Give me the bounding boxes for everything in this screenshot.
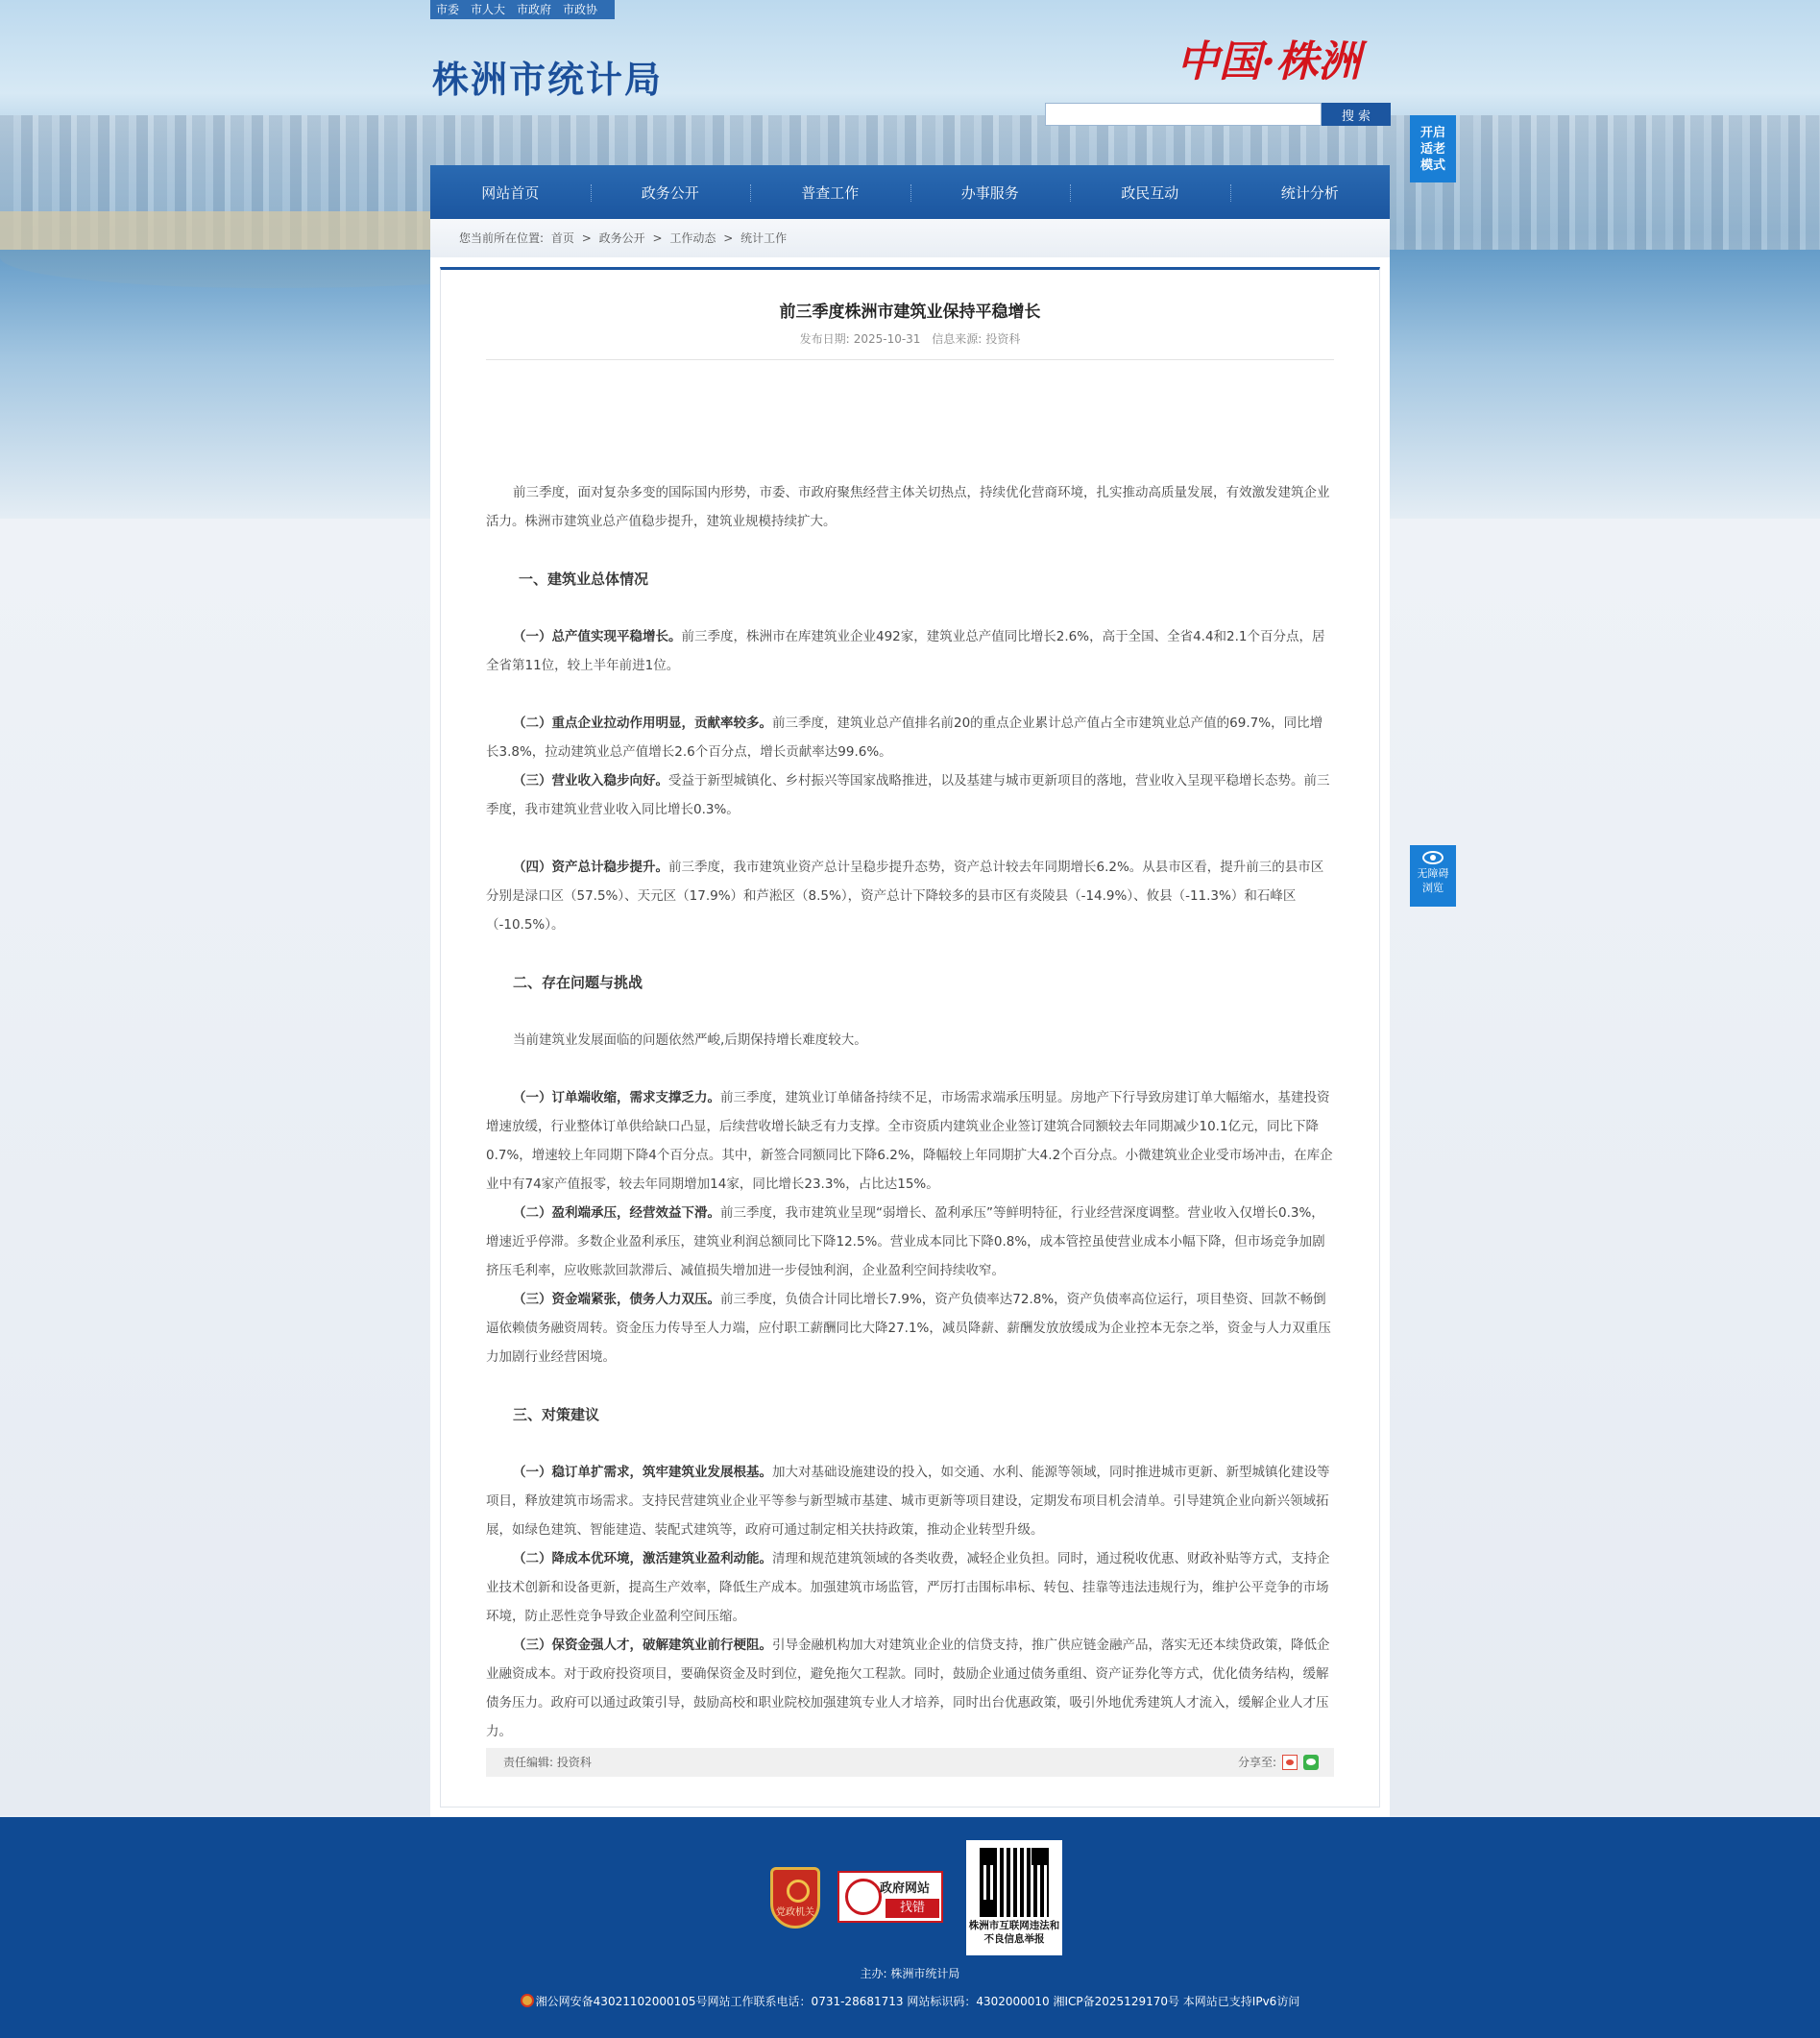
breadcrumb-separator: >	[581, 231, 592, 245]
elder-mode-label: 开启适老模式	[1420, 126, 1445, 173]
nav-item-interaction[interactable]: 政民互动	[1070, 182, 1230, 203]
paragraph	[486, 1199, 1334, 1285]
paragraph-text: 前三季度，我市建筑业资产总计呈稳步提升态势，资产总计较去年同期增长6.2%。从县市区看，提升前三的县市区分别是渌口区（57.5%）、天元区（17.9%）和芦淞区（8.5%），资产总计下降较多的县市区有炎陵县（-14.9%）、攸县（-11.3%）和石峰区（-10.5%）。	[486, 860, 1324, 933]
share-group	[1238, 1748, 1319, 1777]
city-slogan-logo: 中国·株洲	[1177, 37, 1361, 86]
share-label: 分享至:	[1237, 1756, 1276, 1769]
paragraph-text: 前三季度，负债合计同比增长7.9%，资产负债率达72.8%，资产负债率高位运行，项目垫资、回款不畅倒逼依赖债务融资周转。资金压力传导至人力端，应付职工薪酬同比大降27.1%，减员降薪、薪酬发放放缓成为企业控本无奈之举，资金与人力双重压力加剧行业经营困境。	[486, 1292, 1331, 1365]
footer	[0, 1817, 1820, 2038]
breadcrumb	[430, 219, 1390, 257]
editor-name: 投资科	[556, 1756, 592, 1769]
paragraph: 当前建筑业发展面临的问题依然严峻,后期保持增长难度较大。	[513, 1032, 867, 1048]
paragraph	[486, 709, 1334, 766]
paragraph-text: 加大对基础设施建设的投入，如交通、水利、能源等领域，同时推进城市更新、新型城镇化建设等项目，释放建筑市场需求。支持民营建筑业企业平等参与新型城市基建、城市更新等项目建设，定期发布项目机会清单。引导建筑企业向新兴领域拓展，如绿色建筑、智能建造、装配式建筑等，政府可通过制定相关扶持政策，推动企业转型升级。	[486, 1465, 1330, 1538]
paragraph-text: 前三季度，株洲市在库建筑业企业492家，建筑业总产值同比增长2.6%，高于全国、全省4.4和2.1个百分点，居全省第11位，较上半年前进1位。	[486, 629, 1325, 673]
nav-item-census[interactable]: 普查工作	[750, 182, 910, 203]
editor-label: 责任编辑:	[503, 1756, 554, 1769]
breadcrumb-item-work-news[interactable]: 工作动态	[669, 231, 716, 245]
paragraph-text: 清理和规范建筑领域的各类收费，减轻企业负担。同时，通过税收优惠、财政补贴等方式，支持企业技术创新和设备更新，提高生产效率，降低生产成本。加强建筑市场监管，严厉打击围标串标、转包、挂靠等违法违规行为，维护公平竞争的市场环境，防止恶性竞争导致企业盈利空间压缩。	[486, 1551, 1330, 1624]
search-button[interactable]: 搜 索	[1322, 103, 1391, 126]
host-label: 主办:	[860, 1967, 887, 1980]
top-link-cppcc[interactable]: 市政协	[563, 3, 598, 16]
intro-paragraph: 前三季度，面对复杂多变的国际国内形势，市委、市政府聚焦经营主体关切热点，持续优化营商环境，扎实推动高质量发展，有效激发建筑企业活力。株洲市建筑业总产值稳步提升，建筑业规模持续扩大。	[486, 485, 1330, 529]
article-panel	[430, 257, 1390, 1817]
accessibility-label: 无障碍浏览	[1417, 867, 1449, 894]
paragraph-lead: （三）保资金强人才，破解建筑业前行梗阻。	[513, 1638, 772, 1653]
section-heading: 二、存在问题与挑战	[513, 974, 643, 991]
source-label: 信息来源:	[932, 332, 983, 346]
main-nav	[430, 165, 1390, 219]
publish-date-label: 发布日期:	[799, 332, 850, 346]
paragraph	[486, 853, 1334, 939]
eye-icon	[1422, 851, 1444, 864]
paragraph-text: 引导金融机构加大对建筑业企业的信贷支持，推广供应链金融产品，落实无还本续贷政策，降低企业融资成本。对于政府投资项目，要确保资金及时到位，避免拖欠工程款。同时，鼓励企业通过债务重组、资产证券化等方式，优化债务结构，缓解债务压力。政府可以通过政策引导，鼓励高校和职业院校加强建筑专业人才培养，同时出台优惠政策，吸引外地优秀建筑人才流入，缓解企业人才压力。	[486, 1638, 1330, 1739]
gov-find-action: 找错	[886, 1899, 939, 1918]
article-meta	[430, 330, 1390, 347]
breadcrumb-separator: >	[652, 231, 663, 245]
paragraph	[486, 1631, 1334, 1746]
paragraph	[486, 1083, 1334, 1199]
paragraph-text: 前三季度，建筑业总产值排名前20的重点企业累计总产值占全市建筑业总产值的69.7%，同比增长3.8%，拉动建筑业总产值增长2.6个百分点，增长贡献率达99.6%。	[486, 716, 1323, 760]
nav-item-services[interactable]: 办事服务	[910, 182, 1071, 203]
paragraph-lead: （二）降成本优环境，激活建筑业盈利动能。	[513, 1551, 772, 1566]
publish-date: 2025-10-31	[853, 332, 921, 346]
host-name: 株洲市统计局	[890, 1967, 960, 1980]
source: 投资科	[985, 332, 1021, 346]
accessibility-button[interactable]	[1410, 845, 1456, 907]
gov-website-error-report-button[interactable]	[837, 1871, 943, 1923]
paragraph-lead: （一）稳订单扩需求，筑牢建筑业发展根基。	[513, 1465, 772, 1480]
breadcrumb-item-public-affairs[interactable]: 政务公开	[598, 231, 645, 245]
article-body	[486, 449, 1334, 1746]
top-link-government[interactable]: 市政府	[517, 3, 552, 16]
badge-label: 党政机关	[776, 1907, 814, 1918]
search-bar	[1045, 103, 1391, 126]
nav-item-statistics[interactable]: 统计分析	[1230, 182, 1391, 203]
paragraph	[486, 1544, 1334, 1631]
paragraph-text: 受益于新型城镇化、乡村振兴等国家战略推进，以及基建与城市更新项目的落地，营业收入呈现平稳增长态势。前三季度，我市建筑业营业收入同比增长0.3%。	[486, 773, 1330, 817]
party-gov-badge-icon[interactable]	[770, 1867, 820, 1929]
top-link-party[interactable]: 市委	[436, 3, 460, 16]
footer-icp	[0, 1993, 1820, 2009]
search-input[interactable]	[1045, 103, 1322, 126]
police-badge-icon	[521, 1994, 534, 2007]
paragraph-lead: （一）订单端收缩，需求支撑乏力。	[513, 1090, 720, 1105]
section-heading: 一、建筑业总体情况	[519, 570, 649, 588]
weibo-share-icon[interactable]	[1282, 1755, 1298, 1770]
elder-mode-button[interactable]	[1410, 115, 1456, 182]
qr-code-icon	[980, 1848, 1049, 1917]
paragraph-lead: （二）重点企业拉动作用明显，贡献率较多。	[513, 716, 772, 731]
paragraph-lead: （三）营业收入稳步向好。	[513, 773, 668, 789]
footer-host	[0, 1965, 1820, 1981]
breadcrumb-item-stat-work[interactable]: 统计工作	[740, 231, 788, 245]
nav-item-home[interactable]: 网站首页	[481, 183, 540, 202]
paragraph-lead: （四）资产总计稳步提升。	[513, 860, 668, 875]
breadcrumb-label: 您当前所在位置:	[459, 231, 545, 245]
icp-text[interactable]: 湘公网安备43021102000105号网站工作联系电话：0731-28681713 网站标识码：4302000010 湘ICP备2025129170号 本网站已支持IPv6访问	[535, 1995, 1300, 2008]
paragraph-text: 前三季度，我市建筑业呈现“弱增长、盈利承压”等鲜明特征，行业经营深度调整。营业收入仅增长0.3%，增速近乎停滞。多数企业盈利承压，建筑业利润总额同比下降12.5%。营业成本同比下降0.8%，成本管控虽使营业成本小幅下降，但市场竞争加剧挤压毛利率，应收账款回款滞后、减值损失增加进一步侵蚀利润，企业盈利空间持续收窄。	[486, 1205, 1325, 1278]
paragraph-text: 前三季度，建筑业订单储备持续不足，市场需求端承压明显。房地产下行导致房建订单大幅缩水，基建投资增速放缓，行业整体订单供给缺口凸显，后续营收增长缺乏有力支撑。全市资质内建筑业企业签订建筑合同额较去年同期减少10.1亿元，同比下降0.7%，增速较上年同期下降4个百分点。其中，新签合同额同比下降6.2%，降幅较上年同期扩大4.2个百分点。小微建筑业企业受市场冲击，在库企业中有74家产值报零，较去年同期增加14家，同比增长23.3%，占比达15%。	[486, 1090, 1333, 1192]
magnifier-icon	[845, 1879, 882, 1915]
top-link-npc[interactable]: 市人大	[471, 3, 506, 16]
nav-item-public-affairs[interactable]: 政务公开	[591, 182, 751, 203]
paragraph	[486, 766, 1334, 824]
wechat-share-icon[interactable]	[1303, 1755, 1319, 1770]
paragraph	[486, 1285, 1334, 1371]
site-title[interactable]: 株洲市统计局	[432, 59, 664, 101]
report-qr-code[interactable]	[966, 1840, 1062, 1955]
paragraph-lead: （二）盈利端承压，经营效益下滑。	[513, 1205, 720, 1221]
paragraph-lead: （一）总产值实现平稳增长。	[513, 629, 682, 644]
paragraph	[486, 1458, 1334, 1544]
editor-bar	[486, 1748, 1334, 1777]
article-title: 前三季度株洲市建筑业保持平稳增长	[779, 303, 1041, 322]
title-divider	[486, 359, 1334, 360]
section-heading: 三、对策建议	[513, 1406, 600, 1423]
breadcrumb-separator: >	[723, 231, 734, 245]
gov-find-title: 政府网站	[880, 1881, 931, 1896]
paragraph-lead: （三）资金端紧张，债务人力双压。	[513, 1292, 720, 1307]
top-links-bar	[430, 0, 615, 19]
paragraph	[486, 622, 1334, 680]
breadcrumb-item-home[interactable]: 首页	[550, 231, 574, 245]
qr-caption: 株洲市互联网违法和不良信息举报	[968, 1920, 1060, 1945]
